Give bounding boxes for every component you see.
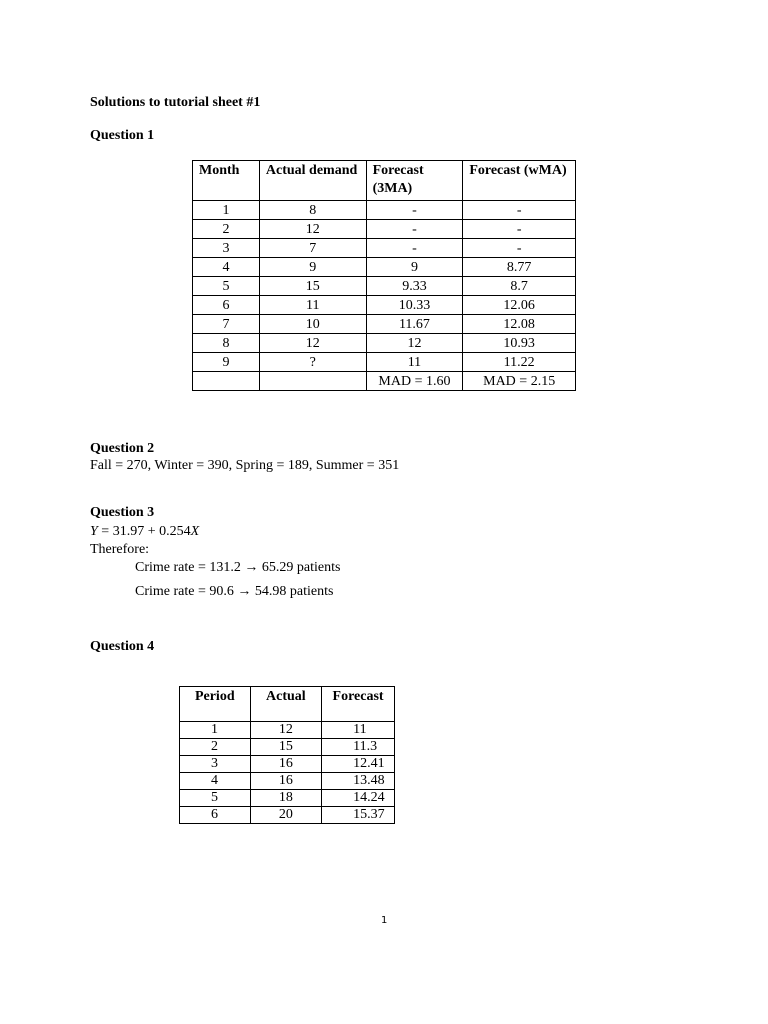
equation-x: X xyxy=(190,524,200,539)
table-cell: 8 xyxy=(259,201,366,220)
table-cell: 16 xyxy=(250,756,322,773)
table-cell: 2 xyxy=(193,220,260,239)
question-2-heading: Question 2 xyxy=(90,441,155,456)
table-cell: 13.48 xyxy=(322,773,395,790)
table-row xyxy=(193,372,576,391)
table-cell: 12 xyxy=(259,220,366,239)
table-cell: 12 xyxy=(366,334,463,353)
page-number: 1 xyxy=(381,915,388,926)
table-cell: 10.93 xyxy=(463,334,576,353)
q1-header-actual-demand: Actual demand xyxy=(259,161,366,201)
table-cell: 16 xyxy=(250,773,322,790)
table-row xyxy=(193,296,576,315)
table-cell: 8.7 xyxy=(463,277,576,296)
therefore-label: Therefore: xyxy=(90,542,150,557)
q4-header-forecast: Forecast xyxy=(322,687,395,722)
table-cell: 9 xyxy=(366,258,463,277)
table-row xyxy=(193,277,576,296)
table-row xyxy=(180,756,395,773)
table-cell: 9.33 xyxy=(366,277,463,296)
table-cell: 4 xyxy=(180,773,251,790)
crime-rate-line-1: Crime rate = 131.2 → 65.29 patients xyxy=(135,560,341,575)
q1-header-row xyxy=(193,161,576,201)
question-3-heading: Question 3 xyxy=(90,505,155,520)
table-row xyxy=(193,239,576,258)
document-title: Solutions to tutorial sheet #1 xyxy=(90,95,261,110)
table-row xyxy=(193,334,576,353)
table-cell: 8.77 xyxy=(463,258,576,277)
table-cell: MAD = 1.60 xyxy=(366,372,463,391)
table-cell: - xyxy=(366,220,463,239)
table-row xyxy=(180,807,395,824)
table-cell: 12.08 xyxy=(463,315,576,334)
table-cell: 12.06 xyxy=(463,296,576,315)
table-cell: 11 xyxy=(366,353,463,372)
question-4-heading: Question 4 xyxy=(90,639,155,654)
table-cell: 5 xyxy=(180,790,251,807)
table-cell: 10.33 xyxy=(366,296,463,315)
table-cell: 1 xyxy=(180,722,251,739)
table-cell: 12 xyxy=(259,334,366,353)
equation-body: = 31.97 + 0.254 xyxy=(97,524,191,539)
table-cell: 3 xyxy=(180,756,251,773)
table-cell: 11 xyxy=(322,722,395,739)
table-cell: 9 xyxy=(259,258,366,277)
q1-table xyxy=(192,160,576,391)
table-cell: 15.37 xyxy=(322,807,395,824)
table-cell: - xyxy=(463,220,576,239)
table-cell: 9 xyxy=(193,353,260,372)
table-cell: 10 xyxy=(259,315,366,334)
table-cell: 3 xyxy=(193,239,260,258)
q1-header-forecast-3ma: Forecast (3MA) xyxy=(366,161,463,201)
table-cell: - xyxy=(463,239,576,258)
table-cell xyxy=(193,372,260,391)
table-cell: 18 xyxy=(250,790,322,807)
table-cell: ? xyxy=(259,353,366,372)
question-2-answer: Fall = 270, Winter = 390, Spring = 189, Summer = 351 xyxy=(90,458,400,473)
table-cell: 7 xyxy=(259,239,366,258)
table-row xyxy=(193,353,576,372)
table-cell: 14.24 xyxy=(322,790,395,807)
q1-header-forecast-wma: Forecast (wMA) xyxy=(463,161,576,201)
q4-header-row xyxy=(180,687,395,722)
table-row xyxy=(193,201,576,220)
table-cell: 7 xyxy=(193,315,260,334)
q4-table xyxy=(179,686,395,824)
table-cell: 12 xyxy=(250,722,322,739)
table-row xyxy=(193,258,576,277)
table-row xyxy=(193,220,576,239)
crime-rate-line-2: Crime rate = 90.6 → 54.98 patients xyxy=(135,584,334,599)
q1-table-body xyxy=(193,201,576,391)
table-cell: 11.3 xyxy=(322,739,395,756)
table-cell: - xyxy=(463,201,576,220)
table-cell: 5 xyxy=(193,277,260,296)
table-cell: MAD = 2.15 xyxy=(463,372,576,391)
table-cell: 15 xyxy=(250,739,322,756)
table-row xyxy=(180,722,395,739)
table-cell: 11.67 xyxy=(366,315,463,334)
table-cell: 11.22 xyxy=(463,353,576,372)
table-cell: 20 xyxy=(250,807,322,824)
table-row xyxy=(180,773,395,790)
table-row xyxy=(180,790,395,807)
table-cell: 1 xyxy=(193,201,260,220)
q1-header-month: Month xyxy=(193,161,260,201)
table-row xyxy=(180,739,395,756)
table-cell: 8 xyxy=(193,334,260,353)
table-cell xyxy=(259,372,366,391)
table-cell: - xyxy=(366,239,463,258)
regression-equation xyxy=(90,524,199,540)
table-cell: 15 xyxy=(259,277,366,296)
question-1-heading: Question 1 xyxy=(90,128,155,143)
table-cell: 4 xyxy=(193,258,260,277)
q4-header-period: Period xyxy=(180,687,251,722)
table-cell: 2 xyxy=(180,739,251,756)
table-cell: 6 xyxy=(193,296,260,315)
table-cell: 6 xyxy=(180,807,251,824)
q4-table-body xyxy=(180,722,395,824)
table-cell: 12.41 xyxy=(322,756,395,773)
table-cell: - xyxy=(366,201,463,220)
table-row xyxy=(193,315,576,334)
equation-y: Y xyxy=(90,524,98,539)
q4-header-actual: Actual xyxy=(250,687,322,722)
table-cell: 11 xyxy=(259,296,366,315)
